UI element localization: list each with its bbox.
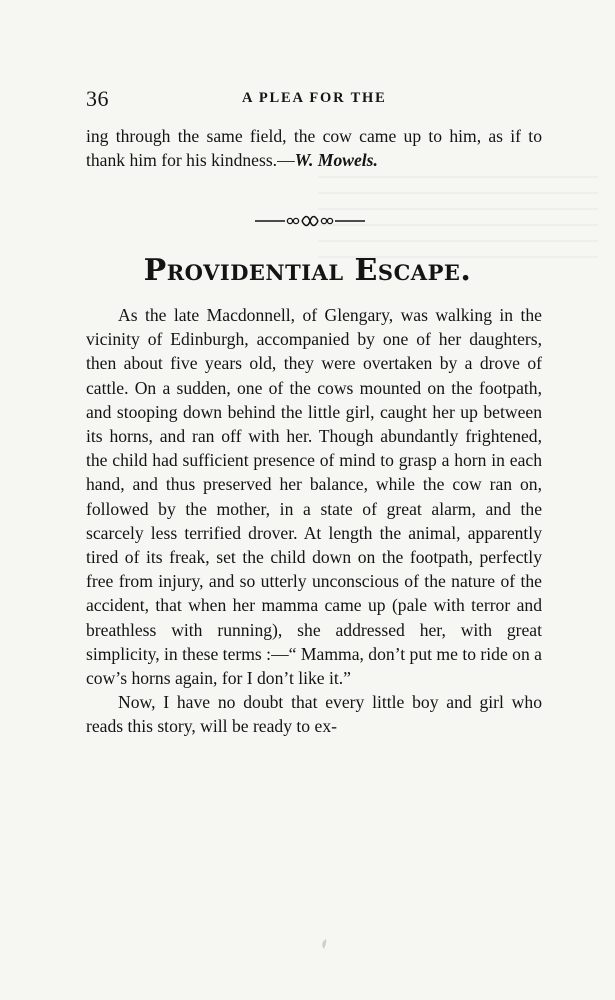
attribution: W. Mowels. — [294, 150, 378, 171]
article-body — [86, 303, 542, 739]
paragraph: Now, I have no doubt that every little boy and girl who reads this story, will be ready to ex- — [86, 692, 542, 737]
continuation-text: ing through the same field, the cow came up to him, as if to thank him for his kindness.— — [86, 126, 542, 171]
page-number: 36 — [86, 86, 109, 111]
continuation-paragraph — [86, 124, 542, 172]
ornamental-divider-icon — [255, 213, 365, 229]
paragraph: As the late Macdonnell, of Glengary, was walking in the vicinity of Edinburgh, accompanied by one of her daughters, then about five years old, they were overtaken by a drove of cattle. On a sudden, one of the cows mounted on the footpath, and stooping down behind the little girl, caught her up between its horns, and ran off with her. Though abundantly frightened, the child had sufficient presence of mind to grasp a horn in each hand, and thus preserved her balance, while the cow ran on, followed by the mother, in a state of great alarm, and the scarcely less terrified drover. At length the animal, apparently tired of its freak, set the child down on the footpath, perfectly free from injury, and so utterly unconscious of the nature of the accident, that when her mamma came up (pale with terror and breathless with running), she addressed her, with great simplicity, in these terms :—“ Mamma, don’t put me to ride on a cow’s horns again, for I don’t like it.” — [86, 305, 542, 689]
paper-speck-icon — [320, 938, 330, 950]
article-title: Providential Escape. — [143, 253, 472, 288]
bleed-through-shadow — [318, 82, 598, 272]
page-header — [86, 86, 544, 110]
running-head: A PLEA FOR THE — [242, 90, 387, 106]
